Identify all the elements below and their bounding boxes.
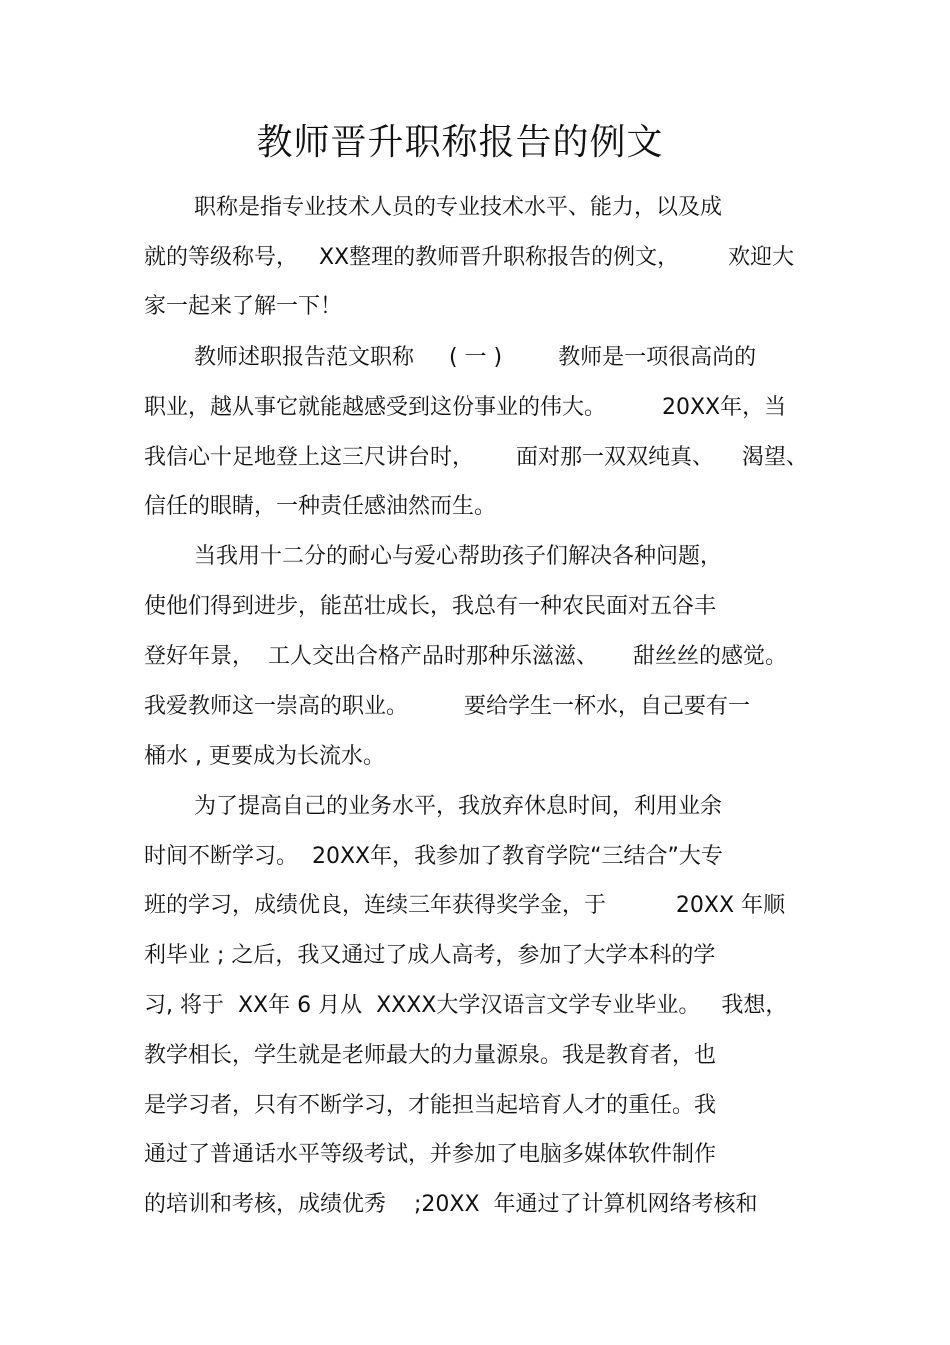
text-line: 职业，越从事它就能越感受到这份事业的伟大。 20XX年，当: [144, 395, 787, 420]
text-line: 时间不断学习。 20XX年，我参加了教育学院“三结合”大专: [144, 844, 723, 869]
text-line: 习, 将于 XX年 6 月从 XXXX大学汉语言文学专业毕业。 我想，: [144, 993, 788, 1018]
text-line: 家一起来了解一下！: [144, 294, 343, 319]
text-line: 是学习者，只有不断学习，才能担当起培育人才的重任。我: [144, 1093, 717, 1118]
text-line: 登好年景， 工人交出合格产品时那种乐滋滋、 甜丝丝的感觉。: [144, 644, 787, 669]
text-line: 教学相长，学生就是老师最大的力量源泉。我是教育者，也: [144, 1043, 717, 1068]
page-title: 教师晋升职称报告的例文: [256, 122, 664, 163]
text-line: 教师述职报告范文职称 ( 一 ) 教师是一项很高尚的: [194, 345, 757, 370]
text-line: 当我用十二分的耐心与爱心帮助孩子们解决各种问题，: [194, 544, 723, 569]
text-line: 为了提高自己的业务水平，我放弃休息时间，利用业余: [194, 794, 723, 819]
text-line: 利毕业 ; 之后，我又通过了成人高考，参加了大学本科的学: [144, 943, 716, 968]
text-line: 的培训和考核，成绩优秀 ;20XX 年通过了计算机网络考核和: [144, 1192, 758, 1217]
text-line: 班的学习，成绩优良，连续三年获得奖学金，于 20XX 年顺: [144, 893, 786, 918]
text-line: 我信心十足地登上这三尺讲台时， 面对那一双双纯真、 渴望、: [144, 445, 808, 470]
text-line: 使他们得到进步，能茁壮成长，我总有一种农民面对五谷丰: [144, 594, 717, 619]
text-line: 信任的眼睛，一种责任感油然而生。: [144, 494, 497, 519]
text-line: 我爱教师这一崇高的职业。 要给学生一杯水，自己要有一: [144, 694, 750, 719]
text-line: 就的等级称号， XX整理的教师晋升职称报告的例文， 欢迎大: [144, 245, 795, 270]
text-line: 职称是指专业技术人员的专业技术水平、能力，以及成: [194, 195, 723, 220]
text-line: 通过了普通话水平等级考试，并参加了电脑多媒体软件制作: [144, 1142, 717, 1167]
text-line: 桶水 , 更要成为长流水。: [144, 744, 385, 769]
